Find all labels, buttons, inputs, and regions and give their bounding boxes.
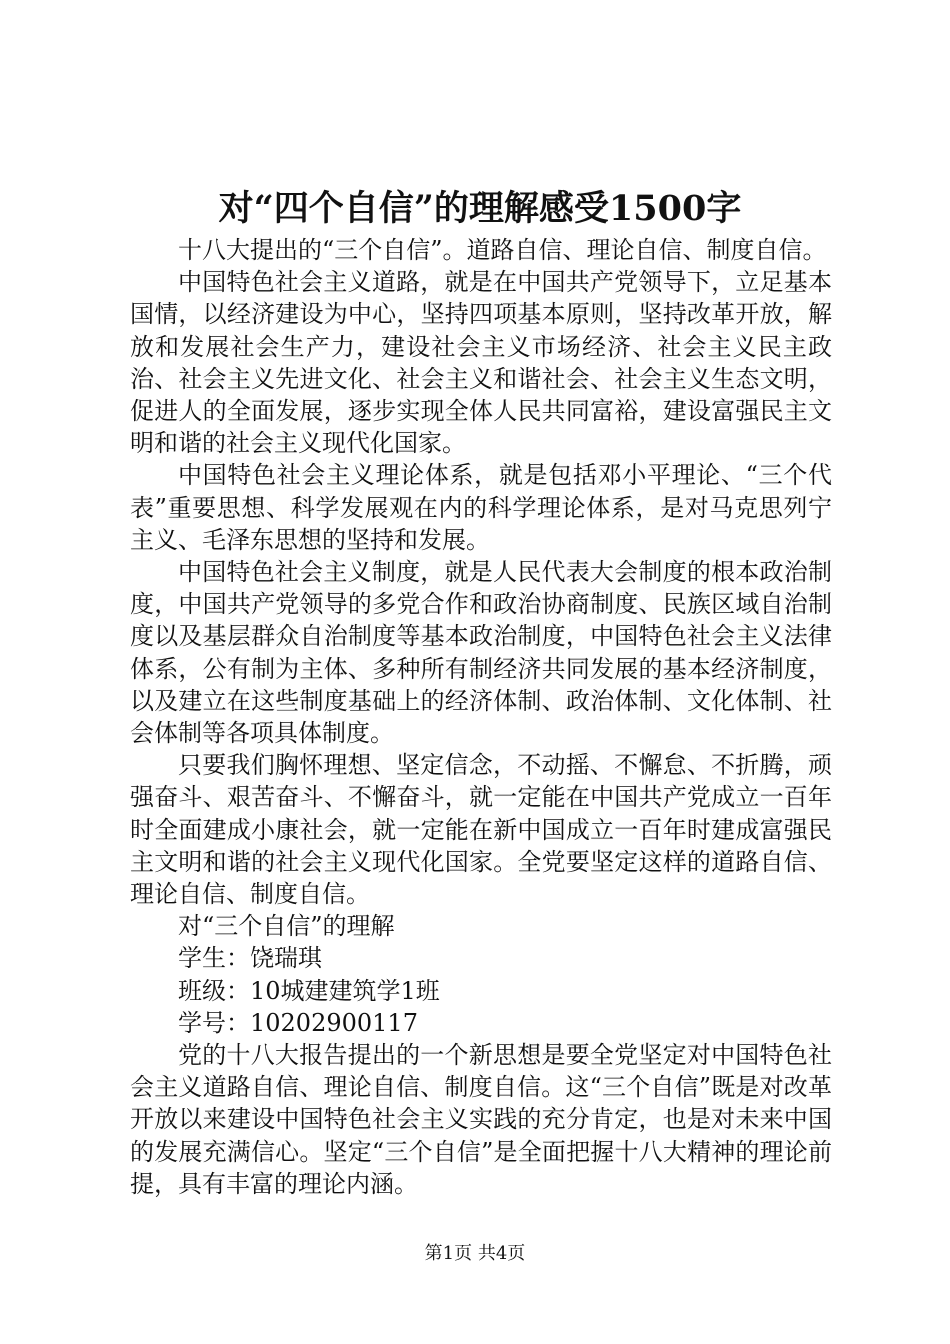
page-footer: 第1页 共4页 (424, 1243, 526, 1264)
body-paragraph: 中国特色社会主义道路，就是在中国共产党领导下，立足基本国情，以经济建设为中心，坚持四项基本原则，坚持改革开放，解放和发展社会生产力，建设社会主义市场经济、社会主义民主政治、社会主义先进文化、社会主义和谐社会、社会主义生态文明，促进人的全面发展，逐步实现全体人民共同富裕，建设富强民主文明和谐的社会主义现代化国家。 (130, 268, 832, 458)
class-line: 班级：10城建建筑学1班 (178, 976, 440, 1005)
document-body (130, 234, 832, 1200)
subheading: 对“三个自信”的理解 (178, 912, 395, 941)
body-paragraph: 十八大提出的“三个自信”。道路自信、理论自信、制度自信。 (178, 236, 827, 264)
document-title: 对“四个自信”的理解感受1500字 (218, 188, 742, 229)
student-id-line: 学号：10202900117 (178, 1008, 418, 1037)
body-paragraph: 中国特色社会主义制度，就是人民代表大会制度的根本政治制度，中国共产党领导的多党合作和政治协商制度、民族区域自治制度以及基层群众自治制度等基本政治制度，中国特色社会主义法律体系，公有制为主体、多种所有制经济共同发展的基本经济制度，以及建立在这些制度基础上的经济体制、政治体制、文化体制、社会体制等各项具体制度。 (130, 558, 832, 748)
student-name-line: 学生：饶瑞琪 (178, 944, 322, 973)
closing-paragraph: 党的十八大报告提出的一个新思想是要全党坚定对中国特色社会主义道路自信、理论自信、制度自信。这“三个自信”既是对改革开放以来建设中国特色社会主义实践的充分肯定，也是对未来中国的发展充满信心。坚定“三个自信”是全面把握十八大精神的理论前提，具有丰富的理论内涵。 (130, 1041, 832, 1198)
body-paragraph: 只要我们胸怀理想、坚定信念，不动摇、不懈怠、不折腾，顽强奋斗、艰苦奋斗、不懈奋斗，就一定能在中国共产党成立一百年时全面建成小康社会，就一定能在新中国成立一百年时建成富强民主文明和谐的社会主义现代化国家。全党要坚定这样的道路自信、理论自信、制度自信。 (130, 751, 832, 909)
body-paragraph: 中国特色社会主义理论体系，就是包括邓小平理论、“三个代表”重要思想、科学发展观在内的科学理论体系，是对马克思列宁主义、毛泽东思想的坚持和发展。 (130, 461, 832, 554)
